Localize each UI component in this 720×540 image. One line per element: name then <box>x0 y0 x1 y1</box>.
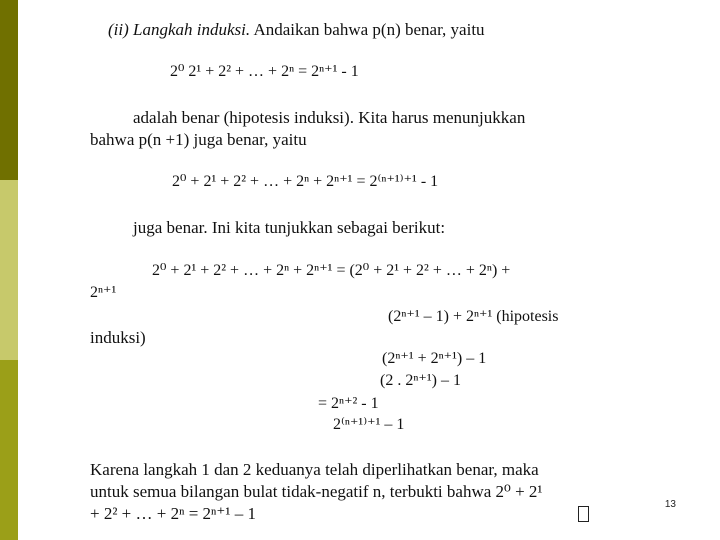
derivation-line: 2⁽ⁿ⁺¹⁾⁺¹ – 1 <box>333 416 405 433</box>
step-text: Andaikan bahwa p(n) benar, yaitu <box>250 20 485 39</box>
derivation-line: 2⁰ + 2¹ + 2² + … + 2ⁿ + 2ⁿ⁺¹ = (2⁰ + 2¹ + 2² + … + 2ⁿ) + <box>152 262 511 279</box>
paragraph-line: bahwa p(n +1) juga benar, yaitu <box>90 130 307 149</box>
hypothesis-equation: 2⁰ 2¹ + 2² + … + 2ⁿ = 2ⁿ⁺¹ - 1 <box>170 63 359 80</box>
accent-bar-bottom <box>0 360 18 540</box>
conclusion-line: untuk semua bilangan bulat tidak-negatif n, terbukti bahwa 2⁰ + 2¹ <box>90 482 543 501</box>
target-equation: 2⁰ + 2¹ + 2² + … + 2ⁿ + 2ⁿ⁺¹ = 2⁽ⁿ⁺¹⁾⁺¹ - 1 <box>172 173 439 190</box>
paragraph-line: adalah benar (hipotesis induksi). Kita harus menunjukkan <box>133 108 526 127</box>
accent-bar-middle <box>0 180 18 360</box>
derivation-line: = 2ⁿ⁺² - 1 <box>318 395 379 412</box>
derivation-line: induksi) <box>90 328 146 347</box>
step-label: (ii) Langkah induksi. <box>108 20 251 39</box>
step-heading <box>108 20 485 40</box>
derivation-line: (2ⁿ⁺¹ – 1) + 2ⁿ⁺¹ (hipotesis <box>388 308 559 325</box>
page-number: 13 <box>664 499 676 510</box>
qed-box-icon <box>578 506 589 522</box>
paragraph-line: juga benar. Ini kita tunjukkan sebagai berikut: <box>133 218 446 237</box>
accent-bar-top <box>0 0 18 180</box>
conclusion-line: Karena langkah 1 dan 2 keduanya telah diperlihatkan benar, maka <box>90 460 539 479</box>
derivation-line: (2 . 2ⁿ⁺¹) – 1 <box>380 372 461 389</box>
conclusion-line: + 2² + … + 2ⁿ = 2ⁿ⁺¹ – 1 <box>90 504 256 523</box>
derivation-line: (2ⁿ⁺¹ + 2ⁿ⁺¹) – 1 <box>382 350 487 367</box>
derivation-line: 2ⁿ⁺¹ <box>90 284 117 301</box>
